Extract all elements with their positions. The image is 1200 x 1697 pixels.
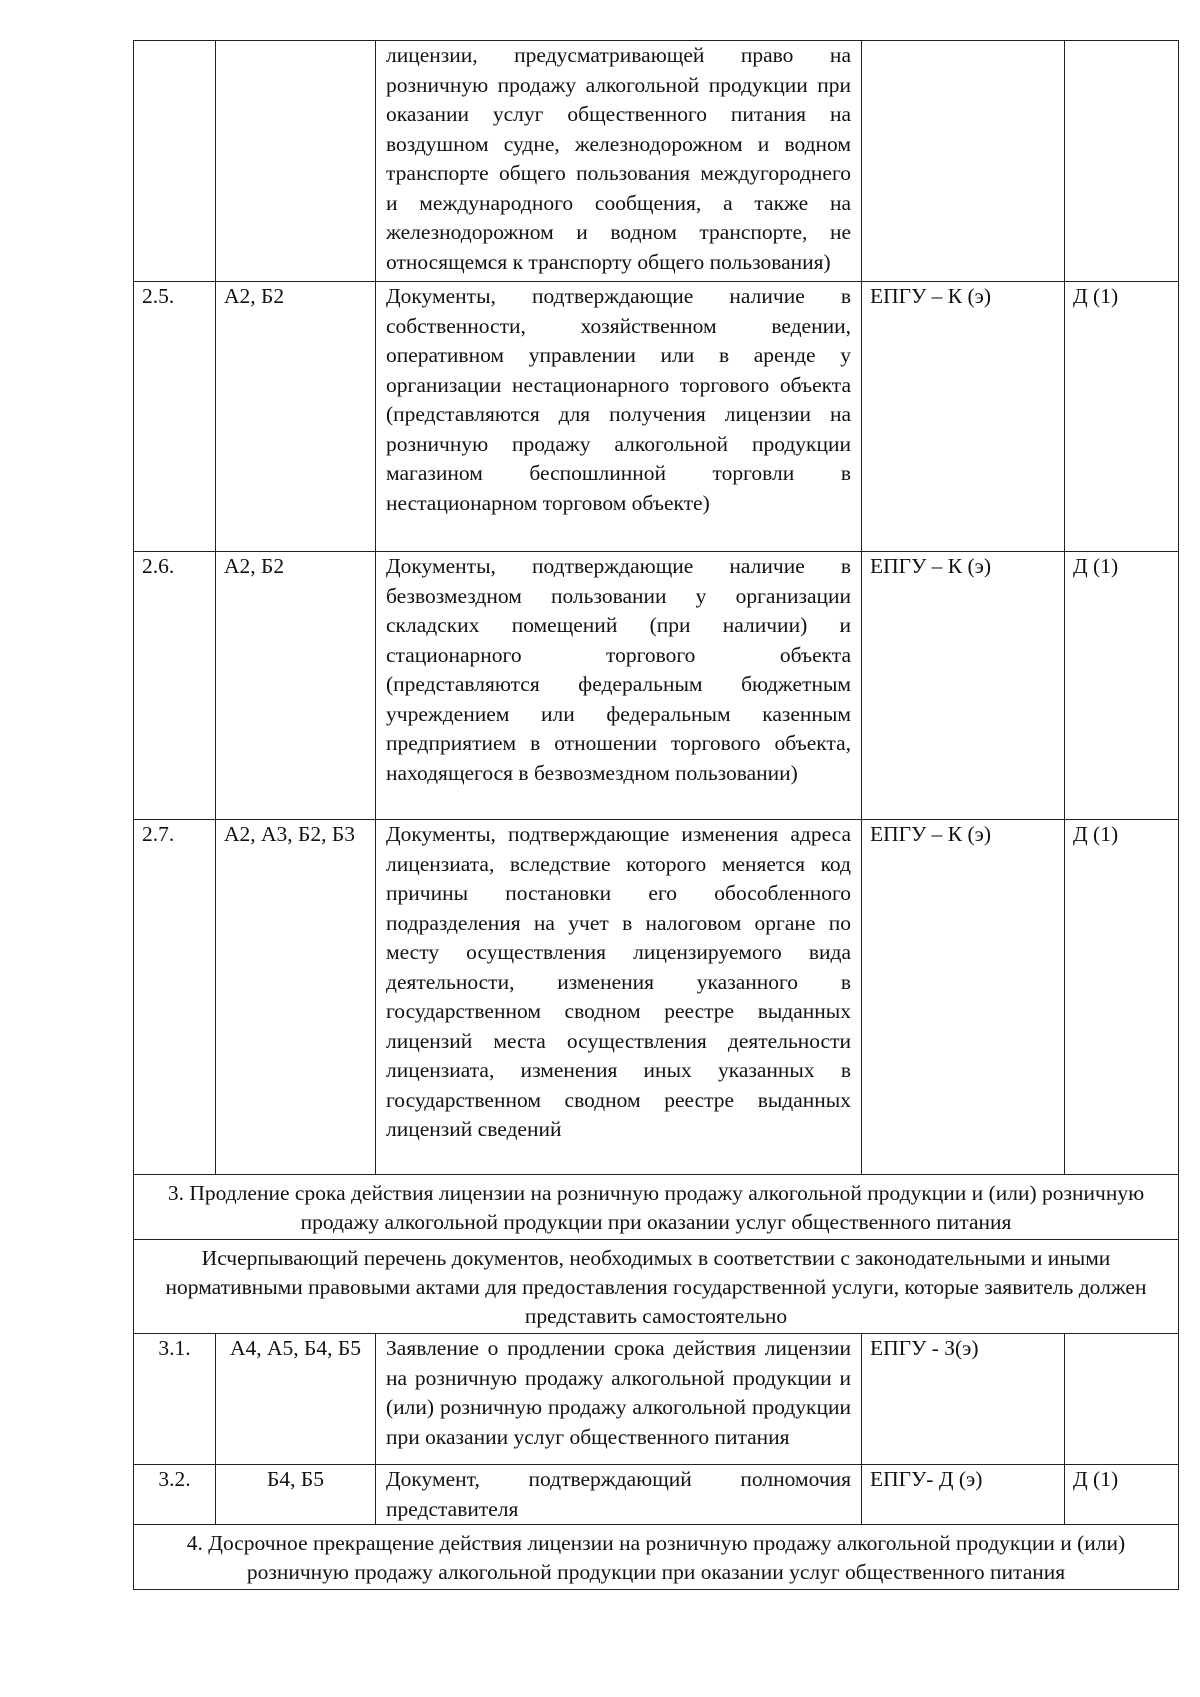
table-row bbox=[134, 41, 1179, 282]
table-row bbox=[134, 1334, 1179, 1465]
row-number bbox=[134, 41, 216, 282]
applicant-codes: А2, Б2 bbox=[216, 552, 376, 820]
table-row bbox=[134, 820, 1179, 1175]
table-row bbox=[134, 1465, 1179, 1525]
document-description: Заявление о продлении срока действия лицензии на розничную продажу алкогольной продукции и (или) розничную продажу алкогольной продукции при оказании услуг общественного питания bbox=[376, 1334, 862, 1465]
submission-channel: ЕПГУ – К (э) bbox=[862, 820, 1065, 1175]
document-type: Д (1) bbox=[1065, 282, 1179, 552]
document-description: Документы, подтверждающие изменения адреса лицензиата, вследствие которого меняется код причины постановки его обособленного подразделения на учет в налоговом органе по месту осуществления лицензируемого вида деятельности, изменения указанного в государственном сводном реестре выданных лицензий места осуществления деятельности лицензиата, изменения иных указанных в государственном сводном реестре выданных лицензий сведений bbox=[376, 820, 862, 1175]
applicant-codes bbox=[216, 41, 376, 282]
row-number: 3.1. bbox=[134, 1334, 216, 1465]
row-number: 3.2. bbox=[134, 1465, 216, 1525]
row-number: 2.7. bbox=[134, 820, 216, 1175]
row-number: 2.6. bbox=[134, 552, 216, 820]
applicant-codes: А4, А5, Б4, Б5 bbox=[216, 1334, 376, 1465]
section-heading-3: 3. Продление срока действия лицензии на розничную продажу алкогольной продукции и (или) розничную продажу алкогольной продукции при оказании услуг общественного питания bbox=[134, 1175, 1179, 1240]
subsection-heading: Исчерпывающий перечень документов, необходимых в соответствии с законодательными и иными нормативными правовыми актами для предоставления государственной услуги, которые заявитель должен представить самостоятельно bbox=[134, 1240, 1179, 1334]
document-type bbox=[1065, 41, 1179, 282]
submission-channel bbox=[862, 41, 1065, 282]
document-page bbox=[133, 40, 1178, 1590]
applicant-codes: А2, Б2 bbox=[216, 282, 376, 552]
document-description: Документы, подтверждающие наличие в безвозмездном пользовании у организации складских помещений (при наличии) и стационарного торгового объекта (представляются федеральным бюджетным учреждением или федеральным казенным предприятием в отношении торгового объекта, находящегося в безвозмездном пользовании) bbox=[376, 552, 862, 820]
submission-channel: ЕПГУ - З(э) bbox=[862, 1334, 1065, 1465]
submission-channel: ЕПГУ – К (э) bbox=[862, 282, 1065, 552]
document-description: Документы, подтверждающие наличие в собственности, хозяйственном ведении, оперативном управлении или в аренде у организации нестационарного торгового объекта (представляются для получения лицензии на розничную продажу алкогольной продукции магазином беспошлинной торговли в нестационарном торговом объекте) bbox=[376, 282, 862, 552]
submission-channel: ЕПГУ – К (э) bbox=[862, 552, 1065, 820]
document-description: Документ, подтверждающий полномочия представителя bbox=[376, 1465, 862, 1525]
document-description: лицензии, предусматривающей право на розничную продажу алкогольной продукции при оказании услуг общественного питания на воздушном судне, железнодорожном и водном транспорте общего пользования междугороднего и международного сообщения, а также на железнодорожном и водном транспорте, не относящемся к транспорту общего пользования) bbox=[376, 41, 862, 282]
document-type: Д (1) bbox=[1065, 1465, 1179, 1525]
table-row bbox=[134, 552, 1179, 820]
section-header-row bbox=[134, 1175, 1179, 1240]
document-type: Д (1) bbox=[1065, 820, 1179, 1175]
document-type: Д (1) bbox=[1065, 552, 1179, 820]
row-number: 2.5. bbox=[134, 282, 216, 552]
applicant-codes: Б4, Б5 bbox=[216, 1465, 376, 1525]
document-type bbox=[1065, 1334, 1179, 1465]
section-heading-4: 4. Досрочное прекращение действия лицензии на розничную продажу алкогольной продукции и (или) розничную продажу алкогольной продукции при оказании услуг общественного питания bbox=[134, 1525, 1179, 1590]
applicant-codes: А2, А3, Б2, Б3 bbox=[216, 820, 376, 1175]
table-row bbox=[134, 282, 1179, 552]
section-header-row bbox=[134, 1525, 1179, 1590]
submission-channel: ЕПГУ- Д (э) bbox=[862, 1465, 1065, 1525]
subsection-header-row bbox=[134, 1240, 1179, 1334]
documents-table bbox=[133, 40, 1179, 1590]
